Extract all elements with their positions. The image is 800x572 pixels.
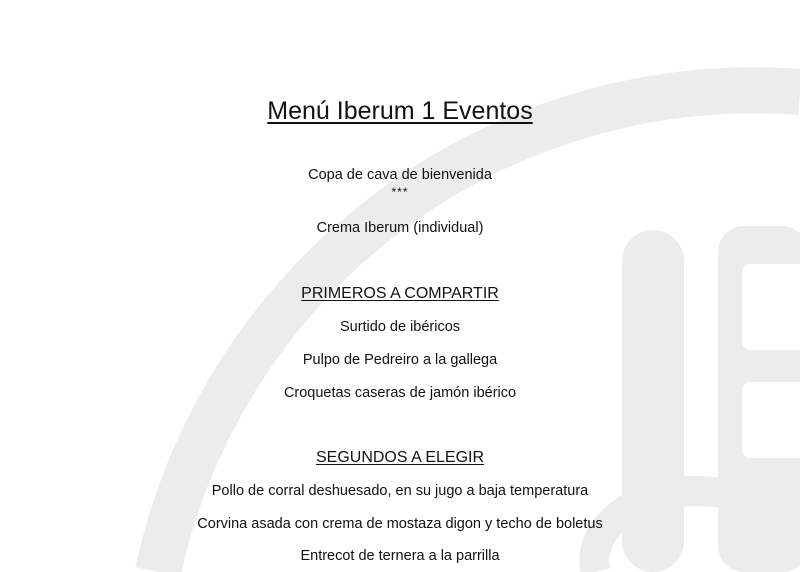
main-item: Entrecot de ternera a la parrilla [300, 548, 500, 564]
separator: *** [391, 185, 409, 199]
mains-heading: SEGUNDOS A ELEGIR [315, 449, 485, 466]
starter-item: Pulpo de Pedreiro a la gallega [302, 352, 498, 368]
starter-item: Croquetas caseras de jamón ibérico [283, 385, 517, 401]
starters-heading: PRIMEROS A COMPARTIR [301, 285, 499, 302]
menu-title: Menú Iberum 1 Eventos [267, 97, 533, 125]
main-item: Pollo de corral deshuesado, en su jugo a baja temperatura [211, 483, 589, 499]
cream-item: Crema Iberum (individual) [316, 220, 484, 236]
welcome-drink: Copa de cava de bienvenida [308, 167, 492, 183]
starter-item: Surtido de ibéricos [339, 319, 461, 335]
main-item: Corvina asada con crema de mostaza digon y techo de boletus [197, 516, 603, 532]
